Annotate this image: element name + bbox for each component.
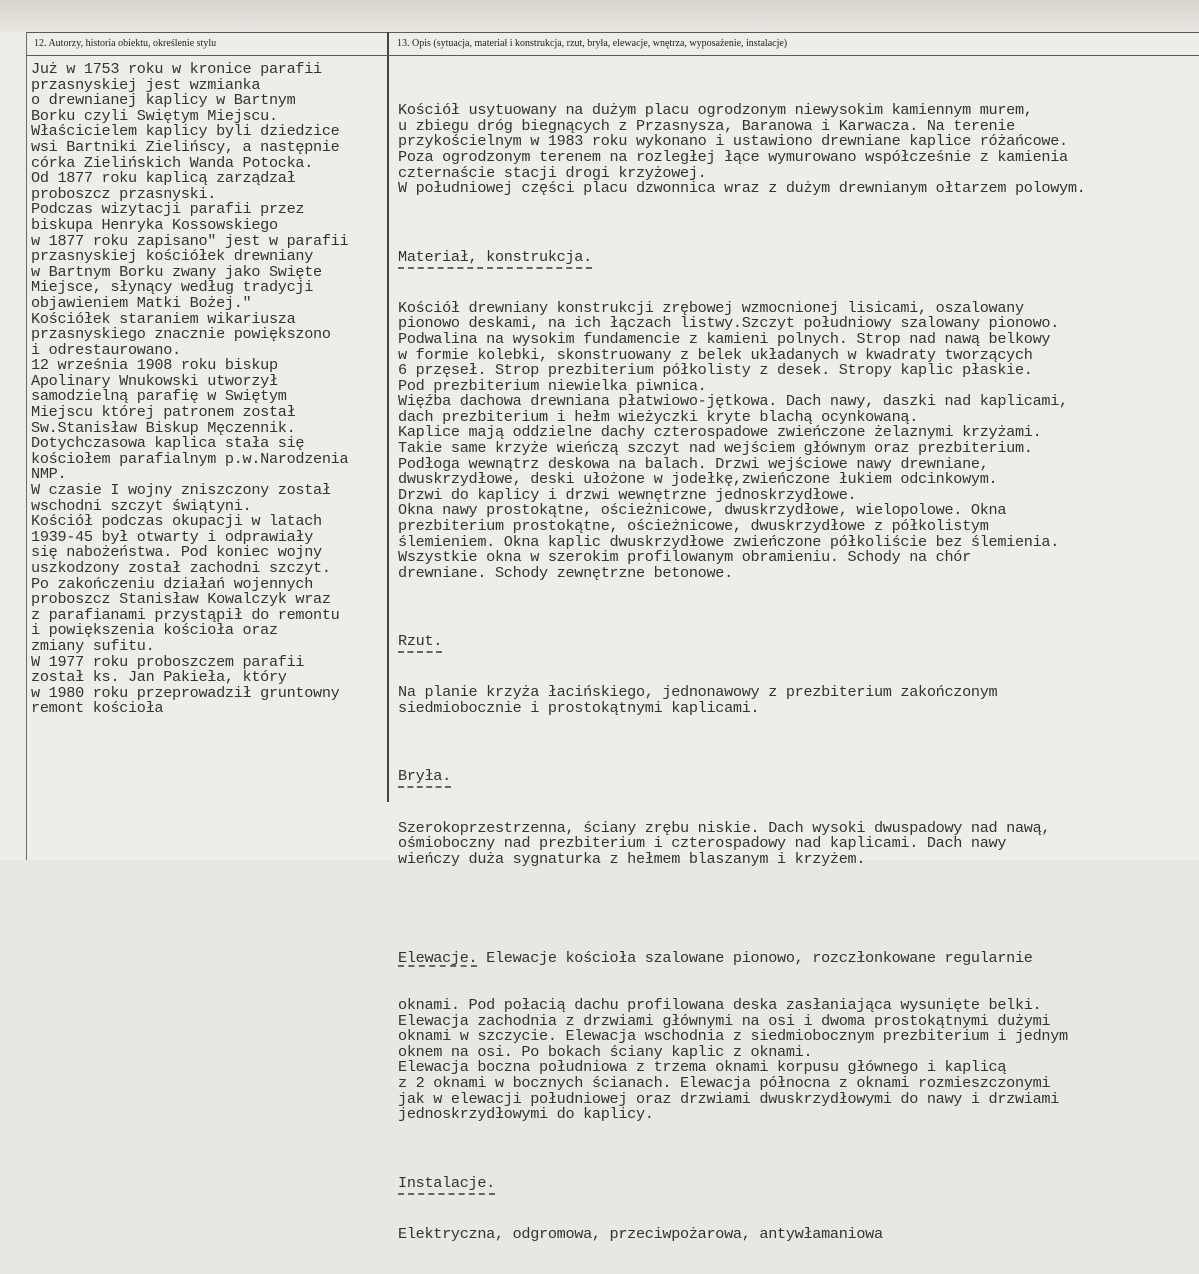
plan-line: Na planie krzyża łacińskiego, jednonawowy z prezbiterium zakończonym [398, 683, 998, 702]
history-line: Kościółek staraniem wikariusza [31, 309, 296, 328]
history-line: proboszcz przasnyski. [31, 184, 217, 203]
material-line: Kościół drewniany konstrukcji zrębowej wzmocnionej lisicami, oszalowany [398, 298, 1024, 317]
history-line: w 1877 roku zapisano" jest w parafii [31, 231, 349, 250]
mass-line: wieńczy duża sygnaturka z hełmem blaszanym i krzyżem. [398, 849, 866, 868]
history-line: 12 września 1908 roku biskup [31, 356, 278, 375]
site-line: u zbiegu dróg biegnących z Przasnysza, Baranowa i Karwacza. Na terenie [398, 116, 1015, 135]
site-description [398, 103, 1196, 197]
history-line: i powiększenia kościoła oraz [31, 621, 278, 640]
scan-top-edge [0, 0, 1199, 32]
material-heading: Materiał, konstrukcja. [398, 250, 1196, 266]
history-line: Kościół podczas okupacji w latach [31, 512, 322, 531]
history-line: 1939-45 był otwarty i odprawiały [31, 527, 314, 546]
section-13-header: 13. Opis (sytuacja, materiał i konstrukcja, rzut, bryła, elewacje, wnętrza, wyposażenie, instalacje) [397, 38, 788, 49]
history-line: Dotychczasowa kaplica stała się [31, 434, 305, 453]
elewacje-heading: Elewacje. [398, 949, 478, 968]
material-line: Więźba dachowa drewniana płatwiowo-jętkowa. Dach nawy, daszki nad kaplicami, [398, 392, 1068, 411]
history-line: przasnyskiego znacznie powiększono [31, 325, 331, 344]
material-description [398, 298, 1196, 582]
material-line: pionowo deskami, na ich łączach listwy.Szczyt południowy szalowany pionowo. [398, 314, 1060, 333]
history-line: Właścicielem kaplicy byli dziedzice [31, 122, 340, 141]
history-line: Już w 1753 roku w kronice parafii [31, 60, 322, 78]
history-line: proboszcz Stanisław Kowalczyk wraz [31, 590, 331, 609]
elevation-line: jak w elewacji południowej oraz drzwiami dwuskrzydłowymi do nawy i drzwiami [398, 1089, 1060, 1108]
history-line: Po zakończeniu działań wojennych [31, 574, 314, 593]
history-line: przasnyskiej jest wzmianka [31, 75, 261, 94]
bryla-heading: Bryła. [398, 769, 1196, 785]
history-line: objawieniem Matki Bożej." [31, 293, 252, 312]
elevation-line: jednoskrzydłowymi do kaplicy. [398, 1105, 654, 1124]
material-line: w formie kolebki, skonstruowany z belek układanych w kwadraty tworzących [398, 345, 1033, 364]
material-line: Podwalina na wysokim fundamencie z kamieni polnych. Strop nad nawą belkowy [398, 329, 1051, 348]
site-line: W południowej części placu dzwonnica wraz z dużym drewnianym ołtarzem polowym. [398, 179, 1086, 198]
elevation-description [398, 998, 1196, 1123]
rzut-heading: Rzut. [398, 634, 1196, 650]
section-12-header: 12. Autorzy, historia obiektu, określenie stylu [34, 38, 217, 49]
history-line: zmiany sufitu. [31, 636, 155, 655]
history-line: remont kościoła [31, 699, 164, 718]
elevation-line: oknami w szczycie. Elewacja wschodnia z siedmiobocznym prezbiterium i jednym [398, 1027, 1068, 1046]
material-line: prezbiterium prostokątne, ościeżnicowe, dwuskrzydłowe z półkolistym [398, 517, 989, 536]
material-line: Takie same krzyże wieńczą szczyt nad wejściem głównym oraz prezbiterium. [398, 439, 1033, 458]
material-line: Drzwi do kaplicy i drzwi wewnętrzne jednoskrzydłowe. [398, 485, 857, 504]
material-line: drewniane. Schody zewnętrzne betonowe. [398, 563, 733, 582]
elevation-line: z 2 oknami w bocznych ścianach. Elewacja północna z oknami rozmieszczonymi [398, 1074, 1051, 1093]
plan-description [398, 685, 1196, 716]
history-line: wschodni szczyt świątyni. [31, 496, 252, 515]
history-line: Miejscu której patronem został [31, 403, 296, 422]
form-top-rule [26, 32, 1199, 33]
history-line: o drewnianej kaplicy w Bartnym [31, 91, 296, 110]
history-line: biskupa Henryka Kossowskiego [31, 215, 278, 234]
history-line: w Bartnym Borku zwany jako Swięte [31, 262, 322, 281]
material-line: dwuskrzydłowe, deski ułożone w jodełkę,zwieńczone łukiem odcinkowym. [398, 470, 998, 489]
mass-line: Szerokoprzestrzenna, ściany zrębu niskie. Dach wysoki dwuspadowy nad nawą, [398, 818, 1051, 837]
history-line: W czasie I wojny zniszczony został [31, 481, 331, 500]
installations-text: Elektryczna, odgromowa, przeciwpożarowa, antywłamaniowa [398, 1224, 883, 1243]
history-line: Podczas wizytacji parafii przez [31, 200, 305, 219]
material-line: Wszystkie okna w szerokim profilowanym obramieniu. Schody na chór [398, 548, 971, 567]
history-text-column [31, 62, 387, 717]
history-line: i odrestaurowano. [31, 340, 181, 359]
material-line: ślemieniem. Okna kaplic dwuskrzydłowe zwieńczone półkoliście bez ślemienia. [398, 532, 1060, 551]
form-left-rule [26, 32, 27, 860]
history-line: Od 1877 roku kaplicą zarządzał [31, 169, 296, 188]
material-line: Kaplice mają oddzielne dachy czterospadowe zwieńczone żelaznymi krzyżami. [398, 423, 1042, 442]
history-line: Borku czyli Swiętym Miejscu. [31, 106, 278, 125]
history-line: Miejsce, słynący według tradycji [31, 278, 314, 297]
material-line: 6 przęseł. Strop prezbiterium półkolisty z desek. Stropy kaplic płaskie. [398, 361, 1033, 380]
elevation-line: oknami. Pod połacią dachu profilowana deska zasłaniająca wysunięte belki. [398, 996, 1042, 1015]
mass-description [398, 818, 1196, 868]
header-rule [26, 55, 1199, 56]
history-line: wsi Bartniki Zielińscy, a następnie [31, 137, 340, 156]
history-line: się nabożeństwa. Pod koniec wojny [31, 543, 322, 562]
history-line: z parafianami przystąpił do remontu [31, 605, 340, 624]
material-line: dach prezbiterium i hełm wieżyczki kryte blachą ocynkowaną. [398, 407, 919, 426]
elevation-line: Elewacja boczna południowa z trzema oknami korpusu głównego i kaplicą [398, 1058, 1007, 1077]
material-line: Pod prezbiterium niewielka piwnica. [398, 376, 707, 395]
description-text-column [398, 72, 1196, 1274]
mass-line: ośmioboczny nad prezbiterium i czterospadowy nad kaplicami. Dach nawy [398, 834, 1007, 853]
history-line: uszkodzony został zachodni szczyt. [31, 559, 331, 577]
material-line: Okna nawy prostokątne, ościeżnicowe, dwuskrzydłowe, wielopolowe. Okna [398, 501, 1007, 520]
site-line: Kościół usytuowany na dużym placu ogrodzonym niewysokim kamiennym murem, [398, 101, 1033, 120]
site-line: Poza ogrodzonym terenem na rozległej łące wymurowano współcześnie z kamienia [398, 147, 1068, 166]
history-line: córka Zielińskich Wanda Potocka. [31, 153, 314, 172]
history-line: w 1980 roku przeprowadził gruntowny [31, 683, 340, 702]
elevation-line: oknem na osi. Po bokach ściany kaplic z oknami. [398, 1042, 813, 1061]
history-line: kościołem parafialnym p.w.Narodzenia [31, 449, 349, 468]
history-line: został ks. Jan Pakieła, który [31, 668, 287, 687]
history-line: W 1977 roku proboszczem parafii [31, 652, 305, 671]
elevation-line: Elewacja zachodnia z drzwiami głównymi na osi i dwoma prostokątnymi dużymi [398, 1011, 1051, 1030]
history-line: Sw.Stanisław Biskup Męczennik. [31, 418, 296, 437]
site-line: czternaście stacji drogi krzyżowej. [398, 163, 707, 182]
history-line: NMP. [31, 465, 67, 484]
plan-line: siedmiobocznie i prostokątnymi kaplicami. [398, 698, 760, 717]
material-line: Podłoga wewnątrz deskowa na balach. Drzwi wejściowe nawy drewniane, [398, 454, 989, 473]
history-line: samodzielną parafię w Swiętym [31, 387, 287, 406]
site-line: przykościelnym w 1983 roku wykonano i ustawiono drewniane kaplice różańcowe. [398, 132, 1068, 151]
instalacje-heading: Instalacje. [398, 1176, 1196, 1192]
column-divider [387, 32, 389, 802]
history-line: przasnyskiej kościółek drewniany [31, 247, 314, 266]
history-line: Apolinary Wnukowski utworzył [31, 371, 278, 390]
elewacje-first-line: Elewacje. Elewacje kościoła szalowane pionowo, rozczłonkowane regularnie [398, 949, 1033, 968]
